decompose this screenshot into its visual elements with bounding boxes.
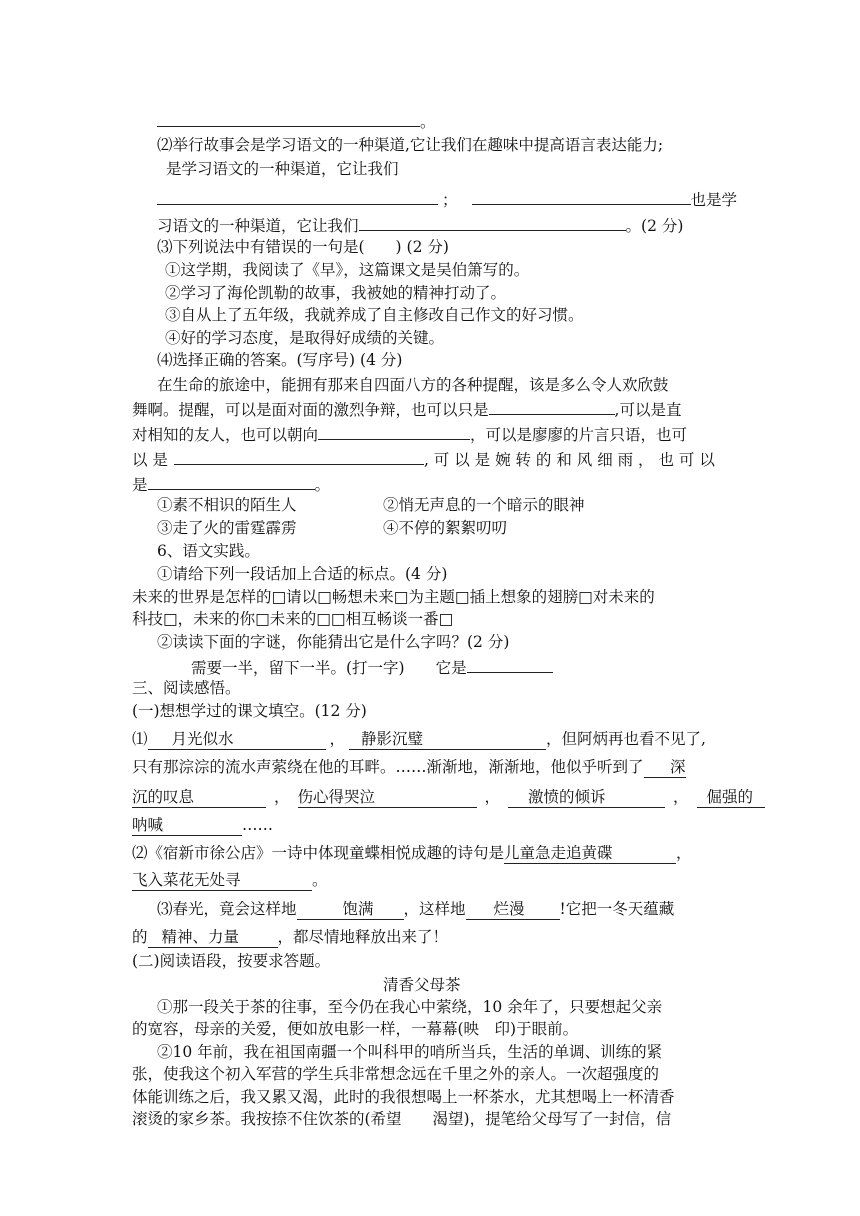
q4-para-line2: 舞啊。提醒，可以是面对面的激烈争辩，也可以只是 ,可以是直 <box>132 396 681 420</box>
filled-answer: 深 <box>644 757 686 778</box>
filled-answer: 儿童急走追黄碟 <box>504 843 676 864</box>
q6-sub2: ②读读下面的字谜，你能猜出它是什么字吗？(2 分) <box>157 633 510 651</box>
filled-answer: 沉的叹息 <box>132 787 266 808</box>
article-para2-line3: 体能训练之后，我又累又渴，此时的我很想喝上一杯茶水，尤其想喝上一杯清香 <box>132 1088 675 1106</box>
article-title: 清香父母茶 <box>383 976 461 994</box>
q4-para-line1: 在生命的旅途中，能拥有那来自四面八方的各种提醒，该是多么令人欢欣鼓 <box>157 376 669 394</box>
answer-blank[interactable] <box>489 396 615 415</box>
answer-blank[interactable] <box>467 654 553 673</box>
q4-para-line3: 对相知的友人，也可以朝向 ，可以是廖廖的片言只语，也可 <box>132 421 687 445</box>
reading-line5: ⑵《宿新市徐公店》一诗中体现童蝶相悦成趣的诗句是儿童急走追黄碟 ， <box>132 844 692 862</box>
answer-blank[interactable] <box>359 212 626 231</box>
filled-answer: 精神、力量 <box>148 927 278 948</box>
q6-title: 6、语文实践。 <box>157 542 260 560</box>
filled-answer: 伤心得哭泣 <box>298 787 477 808</box>
answer-blank[interactable] <box>157 186 438 205</box>
article-para2-line2: 张，使我这个初入军营的学生兵非常想念远在千里之外的亲人。一次超强度的 <box>132 1065 660 1083</box>
q6-passage-line2: 科技□，未来的你□未来的□□相互畅谈一番□ <box>132 610 454 628</box>
filled-answer: 激愤的倾诉 <box>508 787 665 808</box>
reading-line4: 呐喊 …… <box>132 816 273 834</box>
filled-answer: 倔强的 <box>697 787 765 808</box>
q3-option-4: ④好的学习态度，是取得好成绩的关键。 <box>165 329 445 347</box>
answer-blank[interactable] <box>472 186 691 205</box>
answer-blank[interactable] <box>174 446 424 465</box>
reading-line8: 的 精神、力量 ，都尽情地释放出来了！ <box>132 928 449 946</box>
section3-part2-title: (二)阅读语段，按要求答题。 <box>132 952 331 970</box>
filled-answer: 呐喊 <box>132 815 242 836</box>
q2-line2: 是学习语文的一种渠道，它让我们 <box>166 160 399 178</box>
answer-blank[interactable] <box>148 471 315 490</box>
article-para1-line1: ①那一段关于茶的往事，至今仍在我心中萦绕，10 余年了，只要想起父亲 <box>157 998 663 1016</box>
reading-line3: 沉的叹息 ， 伤心得哭泣 ， 激愤的倾诉 ， 倔强的 <box>132 786 765 810</box>
article-para1-line2: 的宽容，母亲的关爱，便如放电影一样，一幕幕(映 印)于眼前。 <box>132 1020 579 1038</box>
filled-answer: 饱满 <box>297 899 404 920</box>
q2-top-line: 。 <box>157 108 436 132</box>
q2-line1: ⑵举行故事会是学习语文的一种渠道,它让我们在趣味中提高语言表达能力; <box>157 136 664 154</box>
q3-option-1: ①这学期，我阅读了《早》，这篇课文是吴伯箫写的。 <box>165 261 530 279</box>
article-para2-line4: 滚烫的家乡茶。我按捺不住饮茶的(希望 渴望)，提笔给父母写了一封信，信 <box>132 1110 672 1128</box>
q4-para-line5: 是 。 <box>132 471 330 495</box>
q4-para-line4: 以 是 , 可 以 是 婉 转 的 和 风 细 雨 ， 也 可 以 <box>132 446 715 470</box>
reading-line2: 只有那淙淙的流水声萦绕在他的耳畔。……渐渐地，渐渐地，他似乎听到了 深 <box>132 758 686 776</box>
article-para2-line1: ②10 年前，我在祖国南疆一个叫科甲的哨所当兵，生活的单调、训练的紧 <box>157 1043 663 1061</box>
filled-answer: 月光似水 <box>148 729 326 750</box>
answer-blank[interactable] <box>157 108 420 127</box>
filled-answer: 静影沉璧 <box>349 729 546 750</box>
q3-option-3: ③自从上了五年级，我就养成了自主修改自己作文的好习惯。 <box>165 306 584 324</box>
q3-prompt: ⑶下列说法中有错误的一句是( ) (2 分) <box>157 238 449 256</box>
q2-line3: ； 也是学 <box>157 186 737 210</box>
section3-part1-title: (一)想想学过的课文填空。(12 分) <box>132 702 367 720</box>
filled-answer: 烂漫 <box>466 899 560 920</box>
reading-line7: ⑶春光，竟会这样地 饱满 ，这样地 烂漫 !它把一冬天蕴藏 <box>157 900 675 918</box>
reading-line1: ⑴ 月光似水 ， 静影沉璧 ，但阿炳再也看不见了, <box>132 730 706 748</box>
q4-choice-4: ④不停的絮絮叨叨 <box>383 519 508 537</box>
reading-line6: 飞入菜花无处寻 。 <box>132 871 328 889</box>
q4-prompt: ⑷选择正确的答案。(写序号) (4 分) <box>157 351 403 369</box>
q3-option-2: ②学习了海伦凯勒的故事，我被她的精神打动了。 <box>165 284 507 302</box>
q6-riddle: 需要一半，留下一半。(打一字) 它是 <box>191 654 553 678</box>
q4-choice-1: ①素不相识的陌生人 <box>157 496 297 514</box>
q2-line4: 习语文的一种渠道，它让我们 。(2 分) <box>157 212 683 236</box>
q6-passage-line1: 未来的世界是怎样的□请以□畅想未来□为主题□插上想象的翅膀□对未来的 <box>132 588 655 606</box>
q4-choice-2: ②悄无声息的一个暗示的眼神 <box>383 496 585 514</box>
filled-answer: 飞入菜花无处寻 <box>132 870 312 891</box>
answer-blank[interactable] <box>318 421 470 440</box>
q6-sub1: ①请给下列一段话加上合适的标点。(4 分) <box>157 565 448 583</box>
q4-choice-3: ③走了火的雷霆霹雳 <box>157 519 297 537</box>
section3-title: 三、阅读感悟。 <box>132 679 241 697</box>
